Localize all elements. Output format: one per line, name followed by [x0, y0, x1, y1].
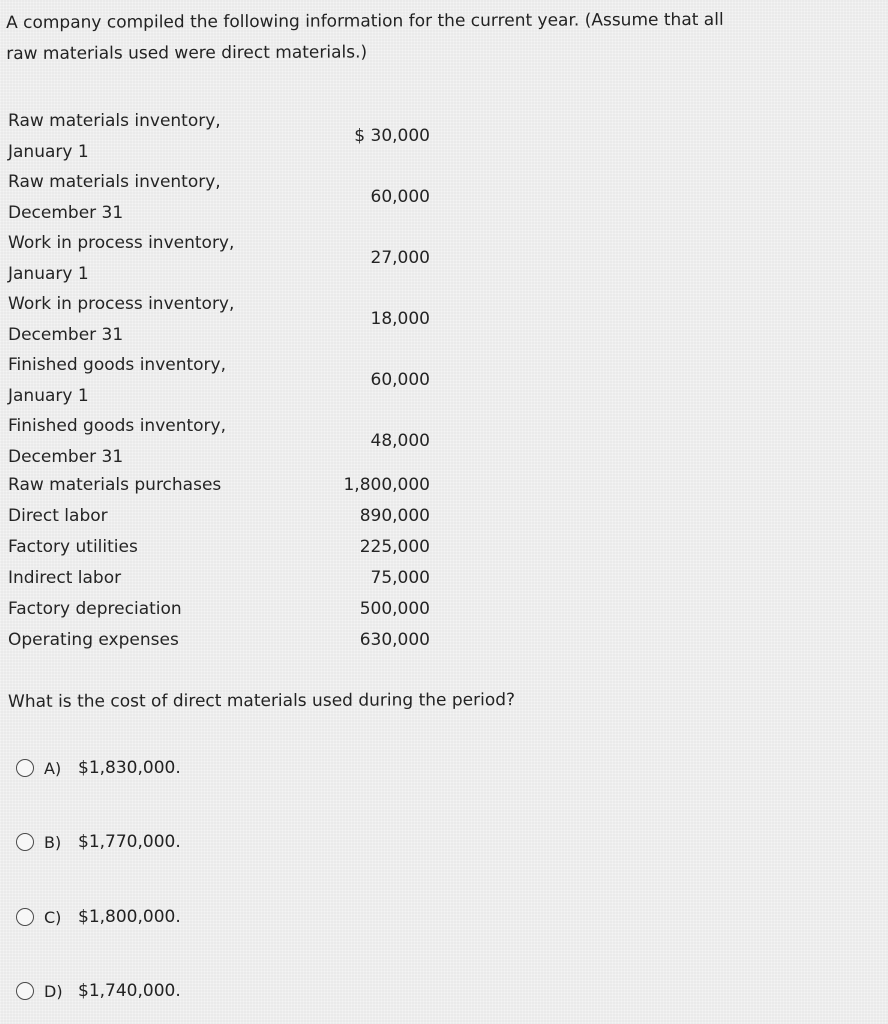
table-row: [8, 350, 448, 410]
row-value: 890,000: [359, 506, 430, 526]
row-value: 18,000: [370, 309, 430, 329]
row-label: Operating expenses: [8, 630, 179, 650]
table-row: [8, 411, 448, 471]
row-label: Indirect labor: [8, 568, 122, 588]
table-row: [8, 563, 448, 594]
row-value: 225,000: [359, 537, 430, 557]
row-value: 60,000: [370, 370, 430, 390]
option-amount: $1,800,000.: [78, 907, 181, 927]
row-label: Raw materials inventory, January 1: [8, 111, 221, 162]
row-value: 60,000: [370, 187, 430, 207]
radio-button-icon[interactable]: [16, 759, 34, 777]
problem-intro: [6, 5, 806, 70]
radio-button-icon[interactable]: [16, 982, 34, 1000]
table-row: [8, 594, 448, 625]
table-row: [8, 625, 448, 656]
option-letter: B): [44, 832, 62, 852]
answer-option-c[interactable]: [16, 902, 181, 932]
row-value: 27,000: [370, 248, 430, 268]
row-label: Factory depreciation: [8, 599, 182, 619]
option-letter: C): [44, 907, 62, 927]
row-value: 500,000: [359, 599, 430, 619]
answer-option-a[interactable]: [16, 753, 181, 783]
row-value: 48,000: [370, 431, 430, 451]
option-amount: $1,830,000.: [78, 758, 181, 778]
question-text: What is the cost of direct materials used during the period?: [7, 690, 516, 712]
row-label: Finished goods inventory, December 31: [8, 416, 227, 467]
option-amount: $1,740,000.: [78, 981, 181, 1001]
row-value: $ 30,000: [354, 126, 430, 146]
option-letter: A): [44, 758, 62, 778]
row-label: Raw materials purchases: [8, 475, 222, 495]
row-label: Factory utilities: [8, 537, 138, 557]
table-row: [8, 470, 448, 501]
table-row: [8, 289, 448, 349]
row-value: 1,800,000: [343, 475, 430, 495]
answer-option-b[interactable]: [16, 827, 181, 857]
row-label: Raw materials inventory, December 31: [8, 172, 221, 223]
radio-button-icon[interactable]: [16, 833, 34, 851]
row-value: 630,000: [359, 630, 430, 650]
row-label: Work in process inventory, January 1: [8, 233, 235, 284]
row-value: 75,000: [370, 568, 430, 588]
intro-line-1: A company compiled the following information for the current year. (Assume that all: [6, 9, 724, 33]
option-letter: D): [44, 981, 63, 1001]
row-label: Finished goods inventory, January 1: [8, 355, 227, 406]
table-row: [8, 532, 448, 563]
row-label: Direct labor: [8, 506, 108, 526]
table-row: [8, 106, 448, 166]
answer-option-d[interactable]: [16, 976, 181, 1006]
table-row: [8, 228, 448, 288]
intro-line-2: raw materials used were direct materials.): [6, 42, 368, 64]
table-row: [8, 501, 448, 532]
row-label: Work in process inventory, December 31: [8, 294, 235, 345]
radio-button-icon[interactable]: [16, 908, 34, 926]
option-amount: $1,770,000.: [78, 832, 181, 852]
table-row: [8, 167, 448, 227]
